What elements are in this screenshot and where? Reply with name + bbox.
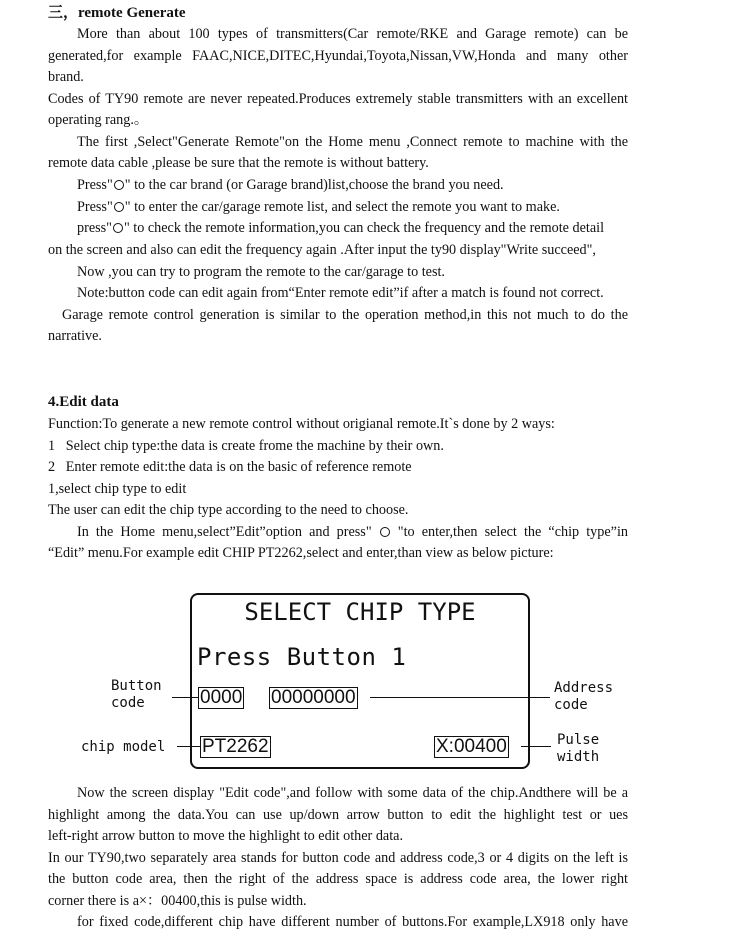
ok-circle-icon — [114, 202, 124, 212]
paragraph-line: left-right arrow button to move the highlight to edit other data. — [48, 828, 403, 844]
pulse-label-2: width — [557, 749, 600, 765]
paragraph-line: 2 Enter remote edit:the data is on the basic of reference remote — [48, 459, 412, 475]
paragraph-line: for fixed code,different chip have different number of buttons.For example,LX918 only have — [77, 914, 628, 930]
chip-model-leader — [177, 746, 200, 747]
press-line-1: Press" " to the car brand (or Garage brand)list,choose the brand you need. — [77, 177, 504, 193]
chip-model-box: PT2262 — [202, 736, 269, 757]
paragraph-line: generated,for example FAAC,NICE,DITEC,Hyundai,Toyota,Nissan,VW,Honda and many other — [48, 48, 628, 64]
paragraph-line: remote data cable ,please be sure that the remote is without battery. — [48, 155, 429, 171]
button-label-1: Button — [111, 678, 162, 694]
paragraph-line: In our TY90,two separately area stands for button code and address code,3 or 4 digits on the left is — [48, 850, 628, 866]
ok-circle-icon — [114, 180, 124, 190]
address-label-1: Address — [554, 680, 614, 696]
paragraph-line: The user can edit the chip type according to the need to choose. — [48, 502, 409, 518]
button-code-tick — [190, 690, 191, 706]
section-3-title: 三，remote Generate — [48, 5, 186, 21]
button-label-2: code — [111, 695, 145, 711]
paragraph-line: 1 Select chip type:the data is create frome the machine by their own. — [48, 438, 444, 454]
pulse-width-box: X:00400 — [436, 736, 507, 757]
paragraph-line: operating rang.。 — [48, 112, 149, 128]
address-code-leader — [370, 697, 550, 698]
paragraph-line: Garage remote control generation is similar to the operation method,in this not much to do the — [62, 307, 628, 323]
paragraph-line: corner there is a×：00400,this is pulse width. — [48, 893, 307, 909]
pulse-width-leader — [521, 746, 551, 747]
paragraph-line: narrative. — [48, 328, 102, 344]
pulse-label-1: Pulse — [557, 732, 600, 748]
paragraph-line: Function:To generate a new remote control without origianal remote.It`s done by 2 ways: — [48, 416, 555, 432]
pulse-width-tick — [529, 739, 530, 755]
paragraph-line: highlight among the data.You can use up/down arrow button to edit the highlight test or ues — [48, 807, 628, 823]
paragraph-line: on the screen and also can edit the frequency again .After input the ty90 display"Write succeed", — [48, 242, 596, 258]
paragraph-line: Codes of TY90 remote are never repeated.Produces extremely stable transmitters with an excellent — [48, 91, 628, 107]
paragraph-line: “Edit” menu.For example edit CHIP PT2262,select and enter,than view as below picture: — [48, 545, 554, 561]
paragraph-line: brand. — [48, 69, 84, 85]
address-label-2: code — [554, 697, 588, 713]
press-line-2: Press" " to enter the car/garage remote list, and select the remote you want to make. — [77, 199, 560, 215]
chip-model-label: chip model — [81, 739, 166, 755]
paragraph-line: Now the screen display "Edit code",and follow with some data of the chip.Andthere will be a — [77, 785, 628, 801]
paragraph-line: The first ,Select"Generate Remote"on the Home menu ,Connect remote to machine with the — [77, 134, 628, 150]
lcd-title: SELECT CHIP TYPE — [244, 598, 476, 626]
lcd-press-button: Press Button 1 — [197, 643, 407, 671]
paragraph-line: In the Home menu,select”Edit”option and press" "to enter,then select the “chip type”in — [77, 524, 628, 540]
address-code-box: 00000000 — [271, 687, 356, 708]
press-line-3: press" " to check the remote information,you can check the frequency and the remote detail — [77, 220, 605, 236]
paragraph-line: Now ,you can try to program the remote to the car/garage to test. — [77, 264, 445, 280]
chip-model-tick — [190, 739, 191, 755]
section-4-title: 4.Edit data — [48, 394, 119, 410]
paragraph-line: 1,select chip type to edit — [48, 481, 187, 497]
paragraph-line: More than about 100 types of transmitters(Car remote/RKE and Garage remote) can be — [77, 26, 628, 42]
ok-circle-icon — [380, 527, 390, 537]
ok-circle-icon — [113, 223, 123, 233]
button-code-box: 0000 — [200, 687, 243, 708]
note-line: Note:button code can edit again from“Enter remote edit”if after a match is found not correct. — [77, 285, 604, 301]
paragraph-line: the button code area, then the right of the address space is address code area, the lower right — [48, 871, 628, 887]
button-code-leader — [172, 697, 199, 698]
